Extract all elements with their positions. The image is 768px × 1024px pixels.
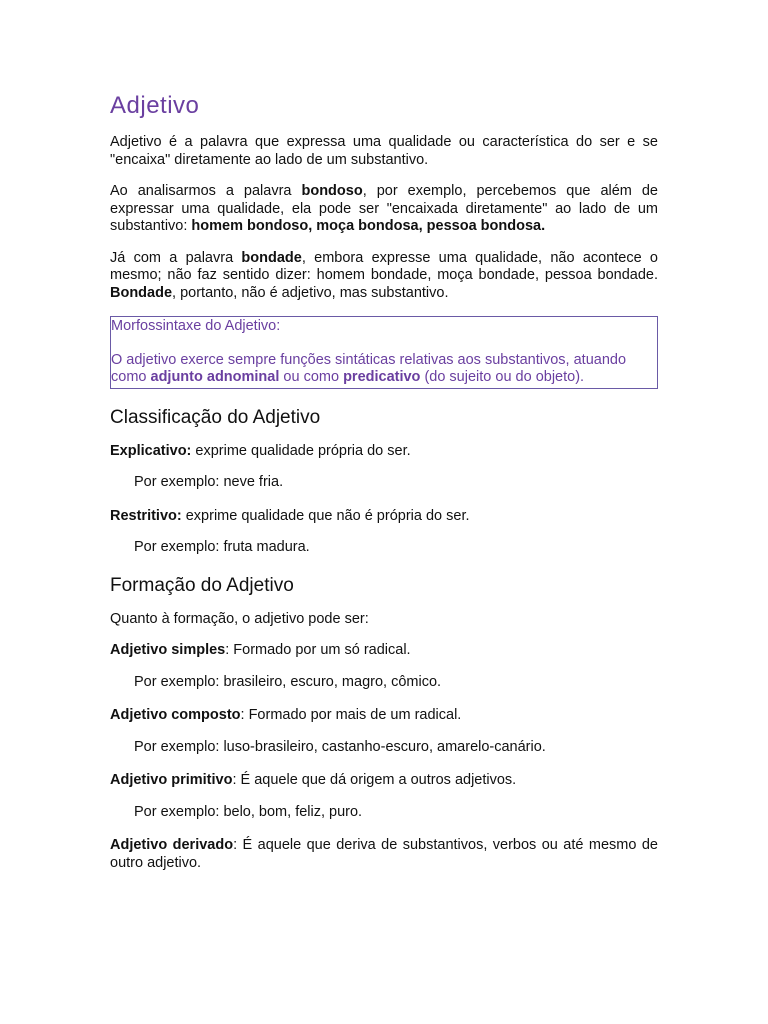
page-title: Adjetivo	[110, 92, 200, 119]
composto-definition	[110, 707, 658, 725]
text-span: : É aquele que deriva de substantivos, verbos ou até mesmo de outro adjetivo.	[110, 837, 658, 871]
document-content	[110, 92, 658, 886]
formacao-intro: Quanto à formação, o adjetivo pode ser:	[110, 610, 369, 627]
bold-term: bondoso	[301, 183, 363, 199]
bold-term: Adjetivo primitivo	[110, 772, 233, 788]
text-span: : Formado por mais de um radical.	[240, 707, 462, 723]
bold-term: Adjetivo derivado	[110, 837, 234, 853]
derivado-definition	[110, 837, 658, 872]
text-span: exprime qualidade própria do ser.	[191, 442, 411, 459]
bondade-paragraph	[110, 250, 658, 303]
morfossintaxe-box	[110, 316, 658, 389]
bold-term: Adjetivo composto	[110, 707, 241, 723]
bold-term: predicativo	[343, 369, 421, 385]
bold-term: Restritivo:	[110, 507, 182, 524]
simples-definition	[110, 642, 658, 660]
intro-paragraph: Adjetivo é a palavra que expressa uma qualidade ou característica do ser e se "encaixa" diretamente ao lado de um substantivo.	[110, 134, 658, 168]
bondoso-paragraph	[110, 183, 658, 236]
text-span: Já com a palavra	[110, 249, 242, 266]
box-heading: Morfossintaxe do Adjetivo:	[111, 318, 281, 334]
text-span: (do sujeito ou do objeto).	[420, 369, 585, 385]
bold-term: bondade	[241, 249, 302, 266]
text-span: , por exemplo, percebemos que além de expressar uma qualidade, ela pode ser "encaixada diretamente" ao lado de um substantivo:	[110, 183, 658, 234]
restritivo-definition	[110, 508, 658, 526]
bold-term: Bondade	[110, 284, 173, 301]
text-span: Ao analisarmos a palavra	[110, 183, 302, 199]
bold-examples: homem bondoso, moça bondosa, pessoa bondosa.	[191, 218, 546, 234]
section-heading-classificacao: Classificação do Adjetivo	[110, 406, 321, 428]
bold-term: Explicativo:	[110, 442, 192, 459]
bold-term: adjunto adnominal	[150, 369, 280, 385]
primitivo-definition	[110, 772, 658, 790]
primitivo-example: Por exemplo: belo, bom, feliz, puro.	[134, 803, 363, 820]
text-span: ou como	[279, 369, 344, 385]
text-span: O adjetivo exerce sempre funções sintáticas relativas aos substantivos, atuando como	[111, 351, 627, 385]
bold-term: Adjetivo simples	[110, 642, 226, 658]
box-text	[111, 352, 657, 387]
text-span: : Formado por um só radical.	[225, 642, 411, 658]
composto-example: Por exemplo: luso-brasileiro, castanho-escuro, amarelo-canário.	[134, 738, 546, 755]
restritivo-example: Por exemplo: fruta madura.	[134, 539, 310, 555]
simples-example: Por exemplo: brasileiro, escuro, magro, cômico.	[134, 673, 442, 690]
explicativo-definition	[110, 443, 658, 461]
text-span: : É aquele que dá origem a outros adjetivos.	[232, 772, 517, 788]
explicativo-example: Por exemplo: neve fria.	[134, 474, 284, 490]
text-span: , portanto, não é adjetivo, mas substantivo.	[172, 284, 449, 301]
text-span: , embora expresse uma qualidade, não acontece o mesmo; não faz sentido dizer: homem bondade, moça bondade, pessoa bondade.	[110, 249, 658, 283]
text-span: exprime qualidade que não é própria do ser.	[181, 507, 470, 524]
section-heading-formacao: Formação do Adjetivo	[110, 574, 294, 596]
